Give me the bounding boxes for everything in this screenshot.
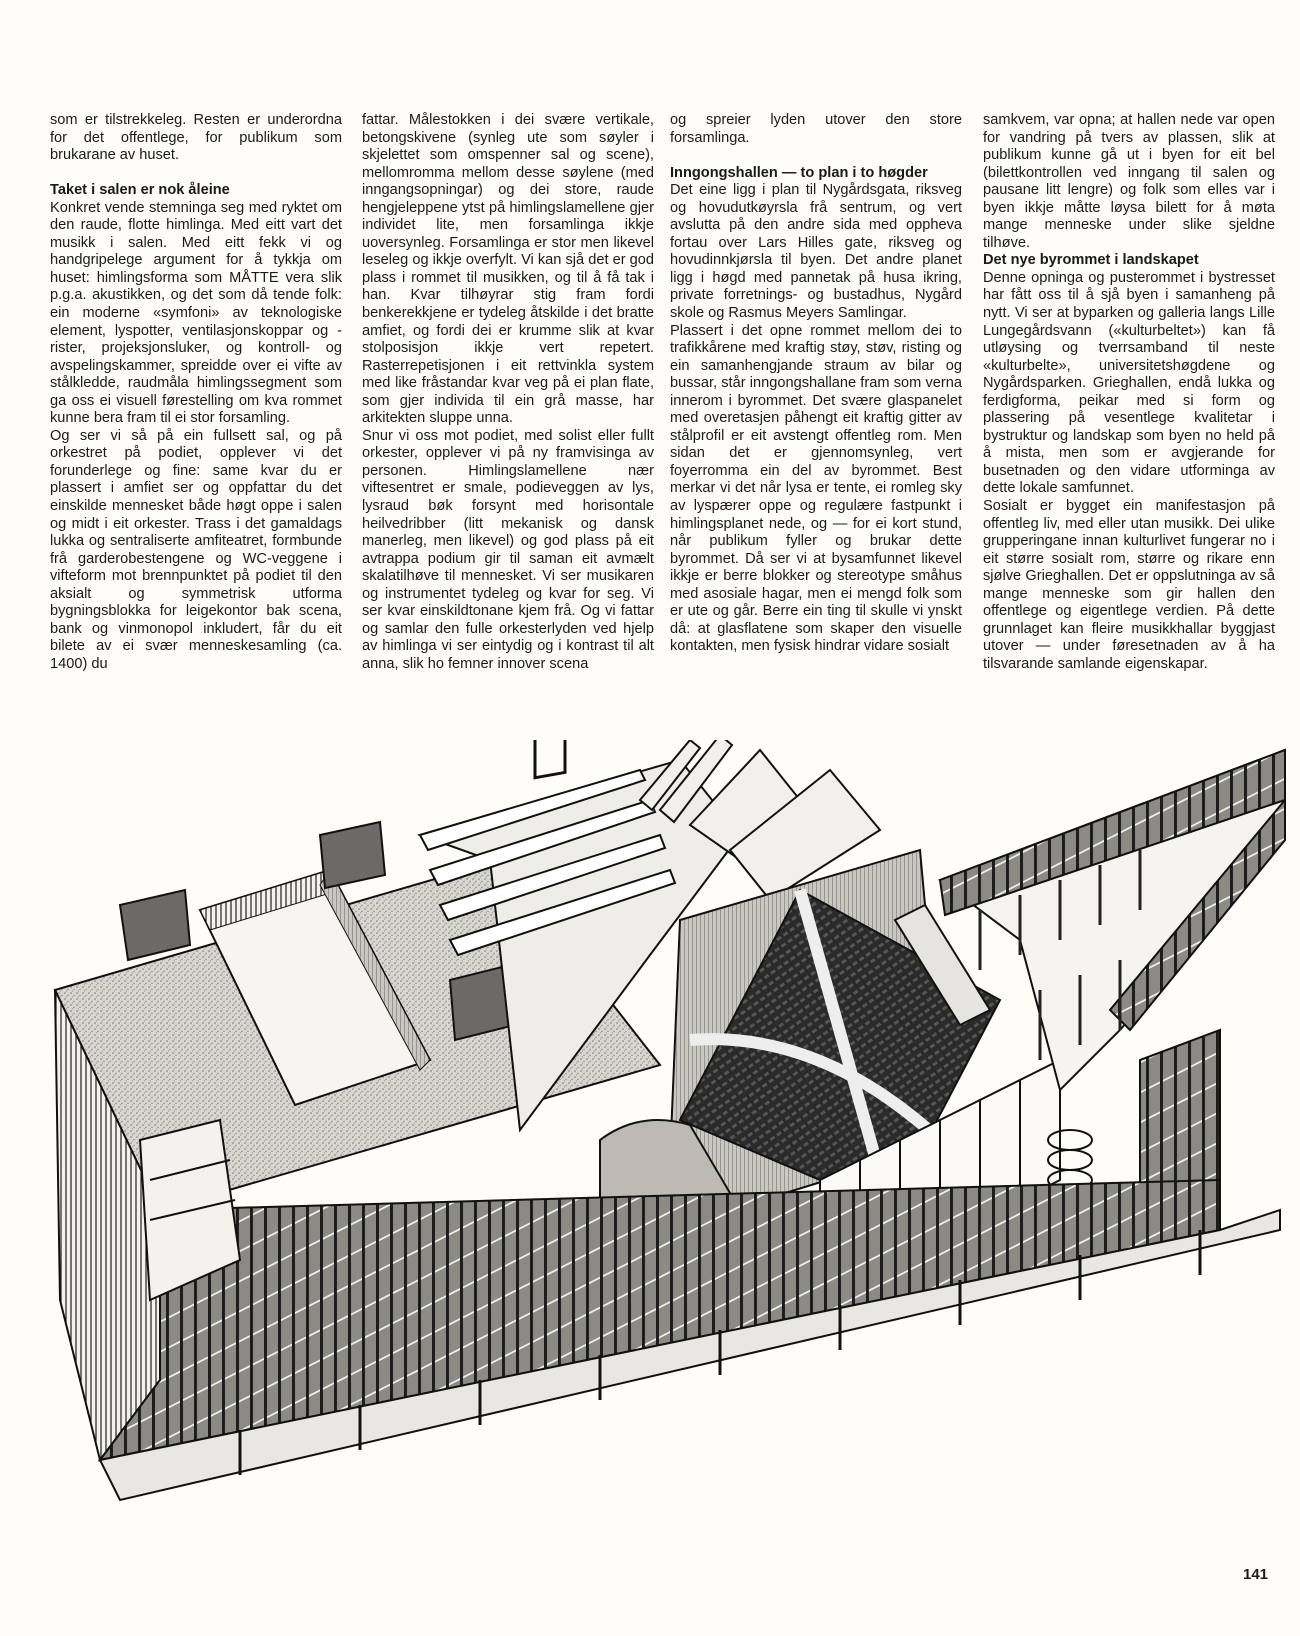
text-column-1: [50, 112, 342, 673]
paragraph: Og ser vi så på ein fullsett sal, og på orkestret på podiet, opplever vi det forunderlege og fine: same kvar du er plassert i amfiet ser og oppfattar du det einskilde mennesket både høgt oppe i salen og midt i eit orkester. Trass i det gamaldags lukka og sentraliserte amfiteatret, formbunde frå garderobestengene og WC-veggene i vifteform mot brennpunktet på podiet til den aksialt og symmetrisk utforma bygningsblokka for leigekontor bak scena, bank og vinmonopol inkludert, får du eit bilete av ei svær menneskesamling (ca. 1400) du: [50, 427, 342, 672]
text-column-3: [670, 112, 962, 656]
section-heading: Det nye byrommet i landskapet: [983, 252, 1199, 269]
paragraph: Snur vi oss mot podiet, med solist eller fullt orkester, opplever vi på ny framvisinga av personen. Himlingslamellene nær viftesentret er smale, podieveggen av lys, lysraud bøk forsynt med horisontale heilvedribber (litt mekanisk og dansk manerleg, men likevel) og god plass på eit avtrappa podium gir til saman eit avmælt skalatilhøve til mennesket. Vi ser musikaren og instrumentet tydeleg og kvar for seg. Vi ser kvar einskildtonane kjem frå. Og vi fattar og samlar den fulle orkesterlyden ved hjelp av himlinga vi ser eintydig og i kontrast til alt anna, slik ho femner innover scena: [362, 427, 654, 672]
text-column-4: [983, 112, 1275, 674]
page-number: 141: [1243, 1566, 1269, 1583]
paragraph: Sosialt er bygget ein manifestasjon på offentleg liv, med eller utan musikk. Dei ulike grupperingane innan kulturlivet fungerar no i eit større sosialt rom, større og rikare enn sjølve Grieghallen. Det er oppslutninga av så mange menneske som gir hallen den offentlege og eigentlege verdien. På dette grunnlaget kan fleire musikkhallar byggjast utover — under føresetnaden av å ha tilsvarande samlande eigenskapar.: [983, 498, 1275, 672]
paragraph: samkvem, var opna; at hallen nede var open for vandring på tvers av plassen, slik at publikum kunne gå ut i byen for eit bel (bilettkontrollen ved inngang til salen og pausane litt lengre) og folk som elles var i byen ikkje måtte løysa bilett for å møta mange menneske under slike sjeldne tilhøve.: [983, 112, 1275, 251]
text-column-2: [362, 112, 654, 674]
section-heading: Inngongshallen — to plan i to høgder: [670, 164, 928, 181]
paragraph: Det eine ligg i plan til Nygårdsgata, riksveg og hovudutkøyrsla frå sentrum, og vert avslutta på den andre sida med oppheva fortau over Lars Hilles gate, riksveg og hovudinnkjørsla til byen. Det andre planet ligg i høgd med pannetak på husa ikring, private forretnings- og bustadhus, Nygård skole og Rasmus Meyers Samlingar.: [670, 182, 962, 321]
front-facade: [100, 1180, 1220, 1460]
paragraph: som er tilstrekkeleg. Resten er underordna for det offentlege, for publikum som brukarane av huset.: [50, 112, 342, 164]
roof-skylight: [120, 890, 190, 960]
section-heading: Taket i salen er nok åleine: [50, 182, 230, 199]
paragraph: Konkret vende stemninga seg med ryktet om den raude, flotte himlinga. Med eitt vart det musikk i salen. Med eitt fekk vi og handgripelege argument for å tykkja om huset: himlingsforma som MÅTTE vera slik p.g.a. akustikken, og det som då tende folk: ein moderne «symfoni» av teknologiske element, lyspotter, ventilasjonskoppar og -rister, projeksjonsluker, og kontroll- og avspelingskammer, spreidde over ei vifte av stålkledde, raudmåla himlingssegment som ga oss ei visuell førestelling om kva rommet kunne bera fram til ei stor forsamling.: [50, 199, 342, 427]
roof-skylight: [320, 822, 385, 888]
paragraph: Plassert i det opne rommet mellom dei to trafikkårene med kraftig støy, støv, risting og ein samanhengjande straum av bilar og bussar, står inngongshallane fram som verna innerom i byrommet. Det svære glaspanelet med overetasjen påhengt eit kraftig gitter av stålprofil er eit avstengt offentleg rom. Men sidan det er gjennomsynleg, vert foyerrommа ein del av byrommet. Best merkar vi det når lysa er tente, ei romleg sky av lyspærer oppe og regulære fastpunkt i himlingsplanet nede, og — for ei kort stund, når publikum fyller og brukar dette byrommet. Då ser vi at bysamfunnet likevel ikkje er berre blokker og stereotype småhus med asosiale hagar, men ei mengd folk som er ute og går. Berre ein ting til skulle vi ynskt då: at glasflatene som skaper den visuelle kontakten, men fysisk hindrar vidare sosialt: [670, 322, 962, 655]
architectural-illustration: [40, 740, 1300, 1520]
paragraph: Denne opninga og pusterommet i bystresset har fått oss til å sjå byen i samanheng på nytt. Vi ser at byparken og galleria langs Lille Lungegårdsvann («kulturbeltet») kan få utløysing og tverrsamband til neste «kulturbelte», universitetshøgdene og Nygårdsparken. Grieghallen, endå lukka og ferdigforma, peikar med si form og plassering på vesentlege kvalitetar i bystruktur og landskap som byen no held på å mista, men som er avgjerande for busetnaden og den vidare utforminga av dette lokale samfunnet.: [983, 269, 1275, 497]
paragraph: og spreier lyden utover den store forsamlinga.: [670, 112, 962, 146]
paragraph: fattar. Målestokken i dei svære vertikale, betongskivene (synleg ute som søyler i skjelettet som omspenner sal og scene), mellomromma mellom desse søylene (med inngangsopningar) og dei store, raude hengjeleppene ytst på himlingslamellene gjer individet lite, men forsamlinga ikkje uoversynleg. Forsamlinga er stor men likevel leseleg og ikkje overfylt. Vi kan sjå det er god plass i rommet til musikken, og til å få tak i han. Kvar tilhøyrar stig fram fordi benkerekkjene er tydeleg åtskilde i det bratte amfiet, og fordi dei er krumme slik at kvar stolposisjon ikkje vert repetert. Rasterrepetisjonen i eit rettvinkla system med like fråstandar kvar veg på ei plan flate, som gjer individa til ein grå masse, har arkitekten sluppe unna.: [362, 112, 654, 427]
